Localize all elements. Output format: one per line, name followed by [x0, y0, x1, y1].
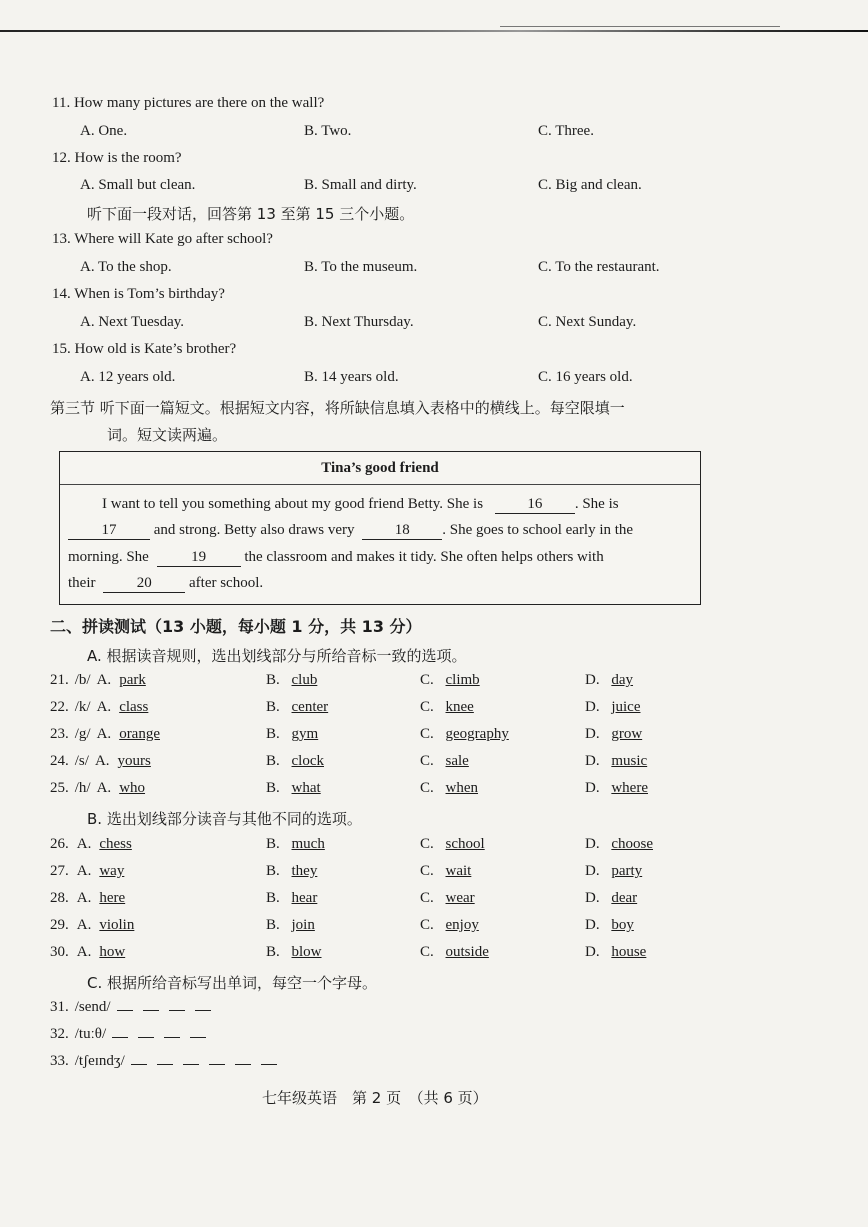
question-number: 33. [50, 1053, 69, 1069]
option-c-word: when [445, 780, 479, 796]
option-d-word: where [611, 780, 648, 796]
scan-edge-line [0, 30, 868, 32]
passage-text: . She is [574, 496, 619, 512]
option-letter: A. [96, 780, 112, 796]
phonetic-symbol: /k/ [74, 699, 91, 715]
question-11 [52, 95, 324, 112]
part2-heading: 二、拼读测试（13 小题，每小题 1 分，共 13 分） [50, 617, 422, 636]
option-a: A. 12 years old. [80, 369, 176, 385]
option-d[interactable]: D. juice [585, 699, 641, 715]
option-letter: A. [94, 753, 110, 769]
question-14 [52, 286, 225, 303]
passage-text: . She goes to school early in the [442, 522, 634, 538]
option-c[interactable]: C. climb [420, 672, 480, 688]
option-c: C. To the restaurant. [538, 259, 660, 275]
passage-line-1 [102, 496, 619, 514]
question-label [50, 890, 125, 907]
option-a-word[interactable]: orange [119, 726, 160, 742]
option-d[interactable]: D. house [585, 944, 647, 960]
option-a-word[interactable]: who [119, 780, 146, 796]
passage-title: Tina’s good friend [60, 452, 700, 485]
option-letter: A. [76, 944, 92, 960]
option-c-word: sale [445, 753, 469, 769]
passage-text: and strong. Betty also draws very [153, 522, 355, 538]
option-b[interactable]: B. what [266, 780, 321, 796]
option-a-word[interactable]: how [99, 944, 126, 960]
blank-18[interactable]: 18 [362, 522, 442, 540]
option-d-word: day [611, 672, 634, 688]
option-c[interactable]: C. school [420, 836, 485, 852]
option-d-word: music [611, 753, 648, 769]
option-b[interactable]: B. join [266, 917, 315, 933]
option-b[interactable]: B. clock [266, 753, 324, 769]
question-15 [52, 341, 236, 358]
option-a: A. To the shop. [80, 259, 172, 275]
option-b[interactable]: B. gym [266, 726, 319, 742]
question-number: 11. [52, 95, 71, 111]
letter-blank[interactable] [190, 1025, 206, 1038]
scan-edge-line [500, 26, 780, 27]
phonetic-symbol: /b/ [74, 672, 91, 688]
question-12 [52, 150, 182, 167]
question-number: 26. [50, 836, 69, 852]
option-d[interactable]: D. day [585, 672, 634, 688]
option-c-word: climb [445, 672, 480, 688]
option-letter: A. [96, 726, 112, 742]
phonetic-symbol: /h/ [74, 780, 91, 796]
option-b[interactable]: B. club [266, 672, 318, 688]
option-d[interactable]: D. party [585, 863, 643, 879]
option-b-word: they [291, 863, 318, 879]
question-label [50, 836, 132, 853]
option-d-word: party [611, 863, 643, 879]
question-label [50, 780, 145, 797]
letter-blank[interactable] [183, 1052, 199, 1065]
option-d[interactable]: D. grow [585, 726, 643, 742]
option-letter: A. [96, 699, 112, 715]
passage-text: morning. She [68, 549, 149, 565]
spelling-row [50, 998, 221, 1016]
question-number: 25. [50, 780, 69, 796]
option-c: C. Next Sunday. [538, 314, 637, 330]
option-c-word: wait [445, 863, 472, 879]
option-c: C. Three. [538, 123, 594, 139]
question-text: How many pictures are there on the wall? [73, 95, 325, 111]
instruction-b: B. 选出划线部分读音与其他不同的选项。 [87, 810, 362, 828]
option-b: B. Next Thursday. [304, 314, 414, 330]
option-d[interactable]: D. where [585, 780, 648, 796]
passage-text: after school. [189, 575, 264, 591]
option-b-word: gym [291, 726, 319, 742]
option-c[interactable]: C. outside [420, 944, 489, 960]
option-c[interactable]: C. enjoy [420, 917, 479, 933]
option-letter: A. [76, 917, 92, 933]
passage-text: their [68, 575, 96, 591]
question-label [50, 699, 148, 716]
letter-blank[interactable] [169, 998, 185, 1011]
option-c[interactable]: C. sale [420, 753, 469, 769]
option-d-word: grow [611, 726, 643, 742]
option-b[interactable]: B. blow [266, 944, 322, 960]
option-a-word[interactable]: chess [99, 836, 132, 852]
letter-blank[interactable] [117, 998, 133, 1011]
question-number: 31. [50, 999, 69, 1015]
letter-blank[interactable] [112, 1025, 128, 1038]
question-number: 12. [52, 150, 71, 166]
option-a-word[interactable]: yours [117, 753, 151, 769]
letter-blank[interactable] [209, 1052, 225, 1065]
option-b-word: center [291, 699, 329, 715]
option-c[interactable]: C. wait [420, 863, 472, 879]
option-letter: A. [76, 863, 92, 879]
letter-blank[interactable] [235, 1052, 251, 1065]
option-d[interactable]: D. dear [585, 890, 638, 906]
option-c-word: geography [445, 726, 509, 742]
phonetic-symbol: /g/ [74, 726, 91, 742]
question-text: When is Tom’s birthday? [74, 286, 225, 302]
question-13 [52, 231, 273, 248]
option-c: C. 16 years old. [538, 369, 633, 385]
instruction-c: C. 根据所给音标写出单词，每空一个字母。 [87, 974, 378, 992]
instruction-a: A. 根据读音规则，选出划线部分与所给音标一致的选项。 [87, 647, 467, 665]
question-label [50, 672, 146, 689]
blank-17[interactable]: 17 [68, 522, 150, 540]
question-number: 22. [50, 699, 69, 715]
spelling-row [50, 1052, 287, 1070]
option-letter: A. [76, 890, 92, 906]
option-c-word: knee [445, 699, 474, 715]
option-d-word: boy [611, 917, 634, 933]
option-b-word: club [291, 672, 318, 688]
option-d[interactable]: D. choose [585, 836, 653, 852]
option-a-word[interactable]: way [99, 863, 125, 879]
option-b[interactable]: B. they [266, 863, 318, 879]
phonetic-symbol: /tuːθ/ [74, 1026, 107, 1042]
letter-blank[interactable] [138, 1025, 154, 1038]
letter-blank[interactable] [157, 1052, 173, 1065]
option-a-word[interactable]: here [99, 890, 126, 906]
question-number: 30. [50, 944, 69, 960]
question-label [50, 917, 134, 934]
phonetic-symbol: /tʃeɪndʒ/ [74, 1053, 125, 1069]
question-text: How is the room? [74, 150, 182, 166]
option-d[interactable]: D. music [585, 753, 648, 769]
option-b[interactable]: B. much [266, 836, 325, 852]
option-a-word[interactable]: violin [99, 917, 135, 933]
option-b-word: hear [291, 890, 318, 906]
option-b: B. Small and dirty. [304, 177, 417, 193]
option-c-word: outside [445, 944, 489, 960]
question-label [50, 753, 151, 770]
phonetic-symbol: /s/ [74, 753, 89, 769]
option-b: B. To the museum. [304, 259, 418, 275]
passage-box [59, 451, 701, 605]
option-b[interactable]: B. hear [266, 890, 318, 906]
question-number: 21. [50, 672, 69, 688]
question-number: 27. [50, 863, 69, 879]
option-c-word: wear [445, 890, 475, 906]
option-d-word: juice [611, 699, 641, 715]
blank-20[interactable]: 20 [103, 575, 185, 593]
question-label [50, 944, 125, 961]
passage-line-4 [68, 575, 263, 593]
question-number: 23. [50, 726, 69, 742]
option-b-word: what [291, 780, 321, 796]
option-b: B. 14 years old. [304, 369, 399, 385]
question-text: Where will Kate go after school? [74, 231, 273, 247]
option-b-word: much [291, 836, 325, 852]
option-a: A. Next Tuesday. [80, 314, 185, 330]
section3-instruction-line2: 词。短文读两遍。 [107, 426, 228, 444]
passage-text: the classroom and makes it tidy. She often helps others with [244, 549, 604, 565]
option-d-word: choose [611, 836, 653, 852]
page-footer: 七年级英语 第 2 页 （共 6 页） [262, 1089, 488, 1107]
spelling-row [50, 1025, 216, 1043]
option-c[interactable]: C. wear [420, 890, 475, 906]
section3-instruction-line1: 第三节 听下面一篇短文。根据短文内容，将所缺信息填入表格中的横线上。每空限填一 [50, 399, 625, 417]
option-c-word: enjoy [445, 917, 479, 933]
option-c[interactable]: C. when [420, 780, 479, 796]
option-c[interactable]: C. knee [420, 699, 474, 715]
blank-19[interactable]: 19 [157, 549, 241, 567]
question-label [50, 726, 160, 743]
passage-text: I want to tell you something about my good friend Betty. She is [102, 496, 484, 512]
letter-blank[interactable] [261, 1052, 277, 1065]
question-number: 32. [50, 1026, 69, 1042]
option-b-word: blow [291, 944, 322, 960]
option-c: C. Big and clean. [538, 177, 642, 193]
option-a: A. One. [80, 123, 128, 139]
question-number: 13. [52, 231, 71, 247]
question-label [50, 863, 124, 880]
question-number: 24. [50, 753, 69, 769]
letter-blank[interactable] [131, 1052, 147, 1065]
option-b: B. Two. [304, 123, 352, 139]
question-text: How old is Kate’s brother? [74, 341, 237, 357]
option-a-word[interactable]: park [119, 672, 146, 688]
letter-blank[interactable] [164, 1025, 180, 1038]
instruction-13-15: 听下面一段对话，回答第 13 至第 15 三个小题。 [87, 205, 415, 223]
question-number: 14. [52, 286, 71, 302]
option-letter: A. [76, 836, 92, 852]
option-d[interactable]: D. boy [585, 917, 634, 933]
passage-line-3 [68, 549, 604, 567]
option-a-word[interactable]: class [119, 699, 149, 715]
letter-blank[interactable] [195, 998, 211, 1011]
question-number: 29. [50, 917, 69, 933]
option-b-word: clock [291, 753, 324, 769]
passage-line-2 [68, 522, 633, 540]
option-a: A. Small but clean. [80, 177, 196, 193]
option-d-word: house [611, 944, 647, 960]
question-number: 15. [52, 341, 71, 357]
phonetic-symbol: /send/ [74, 999, 111, 1015]
letter-blank[interactable] [143, 998, 159, 1011]
option-letter: A. [96, 672, 112, 688]
option-b[interactable]: B. center [266, 699, 329, 715]
blank-16[interactable]: 16 [495, 496, 575, 514]
option-c[interactable]: C. geography [420, 726, 509, 742]
option-b-word: join [291, 917, 315, 933]
option-c-word: school [445, 836, 485, 852]
option-d-word: dear [611, 890, 638, 906]
question-number: 28. [50, 890, 69, 906]
